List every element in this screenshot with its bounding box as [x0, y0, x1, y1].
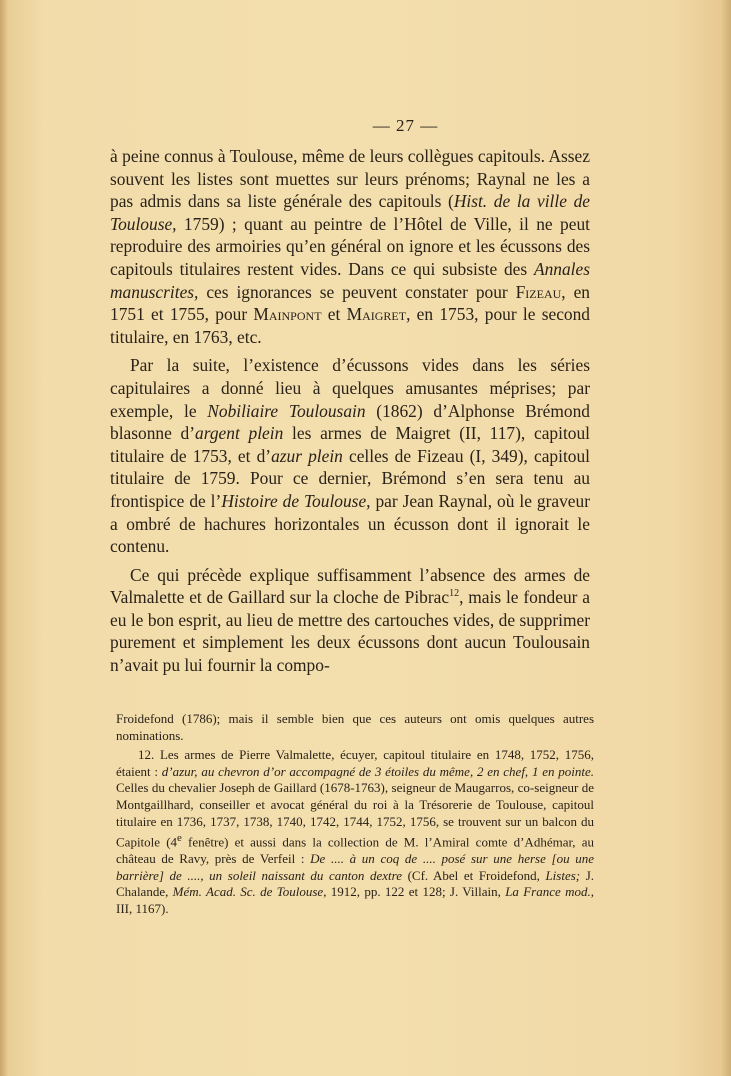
page-number: — 27 — — [372, 116, 439, 135]
paragraph-1 — [110, 145, 590, 348]
italic-term: azur plein — [271, 445, 343, 466]
text-run: (Cf. Abel et Froidefond, — [401, 867, 546, 883]
italic-title: Mém. Acad. Sc. de Toulouse, — [172, 884, 327, 900]
text-run: 12. Les armes de Pierre Valmalette, écuyer, capitoul titulaire en 1748, 1752, 1756, étaient : — [116, 747, 594, 779]
surname: Maigret — [346, 304, 407, 325]
text-run: J. Chalande, — [116, 867, 595, 900]
italic-title: Hist. de la ville de Toulouse, — [110, 191, 590, 234]
text-run: Celles du chevalier Joseph de Gaillard (1678-1763), seigneur de Maugarros, co-seigneur de Montgaillhard, conseiller et avocat général du roi à la Trésorerie de Toulouse, capitoul titulaire en 1736, 1737, 1738, 1740, 1742, 1744, 1752, 1756, se trouvent sur un balcon du Capitole (4 — [116, 780, 594, 850]
italic-title: Listes; — [545, 867, 581, 883]
footnote-12 — [116, 747, 594, 917]
body-text — [110, 145, 590, 677]
text-run: Ce qui précède explique suffisamment l’absence des armes de Valmalette et de Gaillard sur la cloche de Pibrac — [110, 564, 590, 608]
text-run: ces ignorances se peuvent constater pour — [198, 281, 516, 302]
footnote-continued: Froidefond (1786); mais il semble bien que ces auteurs ont omis quelques autres nominations. — [116, 711, 594, 743]
surname: Fizeau — [515, 281, 562, 302]
italic-term: argent plein — [195, 423, 284, 444]
page-edge-left — [0, 0, 8, 1076]
text-run: à peine connus à Toulouse, même de leurs collègues capitouls. Assez souvent les listes sont muettes sur leurs prénoms; Raynal ne les a pas admis dans sa liste générale des capitouls ( — [110, 146, 590, 212]
italic-title: Annales manuscrites, — [110, 258, 590, 302]
footnotes — [116, 711, 594, 917]
surname: Mainpont — [253, 304, 322, 325]
paragraph-3 — [110, 564, 590, 677]
text-run: 1912, pp. 122 et 128; J. Villain, — [326, 884, 506, 900]
paragraph-2 — [110, 354, 590, 557]
text-run: par Jean Raynal, où le graveur a ombré de hachures horizontales un écusson dont il ignorait le contenu. — [110, 490, 590, 557]
text-run: (1862) d’Alphonse Brémond blasonne d’ — [110, 400, 591, 444]
footnote-ref: 12 — [449, 588, 460, 600]
text-run: celles de Fizeau (I, 349), capitoul titulaire de 1759. Pour ce dernier, Brémond s’en sera tenu au frontispice de l’ — [110, 445, 590, 511]
text-run: fenêtre) et aussi dans la collection de M. l’Amiral comte d’Adhémar, au château de Ravy, près de Verfeil : — [116, 834, 594, 867]
italic-title: Nobiliaire Toulousain — [207, 400, 366, 421]
italic-title: La France mod., — [505, 884, 594, 900]
superscript: e — [177, 832, 182, 845]
text-run: , en 1751 et 1755, pour — [110, 281, 590, 325]
text-run: , en 1753, pour le second titulaire, en 1763, etc. — [110, 304, 590, 347]
text-run: et — [321, 304, 347, 325]
page-edge-right — [721, 0, 731, 1076]
text-run: Par la suite, l’existence d’écussons vides dans les séries capitulaires a donné lieu à quelques amusantes méprises; par exemple, le — [110, 355, 590, 421]
text-run: les armes de Maigret (II, 117), capitoul titulaire de 1753, et d’ — [110, 423, 590, 466]
text-run: 1759) ; quant au peintre de l’Hôtel de Ville, il ne peut reproduire des armoiries qu’en général on ignore et les écussons des capitouls titulaires restent vides. Dans ce qui subsiste des — [110, 213, 590, 279]
italic-blazon: De .... à un coq de .... posé sur une herse [ou une barrière] de ...., un soleil naissant du canton dextre — [116, 851, 595, 883]
text-run: , mais le fondeur a eu le bon esprit, au lieu de mettre des cartouches vides, de supprimer purement et simplement les deux écussons dont aucun Toulousain n’avait pu lui fournir la compo- — [110, 587, 590, 676]
italic-blazon: d’azur, au chevron d’or accompagné de 3 étoiles du même, 2 en chef, 1 en pointe. — [161, 763, 594, 779]
italic-title: Histoire de Toulouse, — [221, 490, 371, 511]
text-run: III, 1167). — [116, 900, 169, 916]
